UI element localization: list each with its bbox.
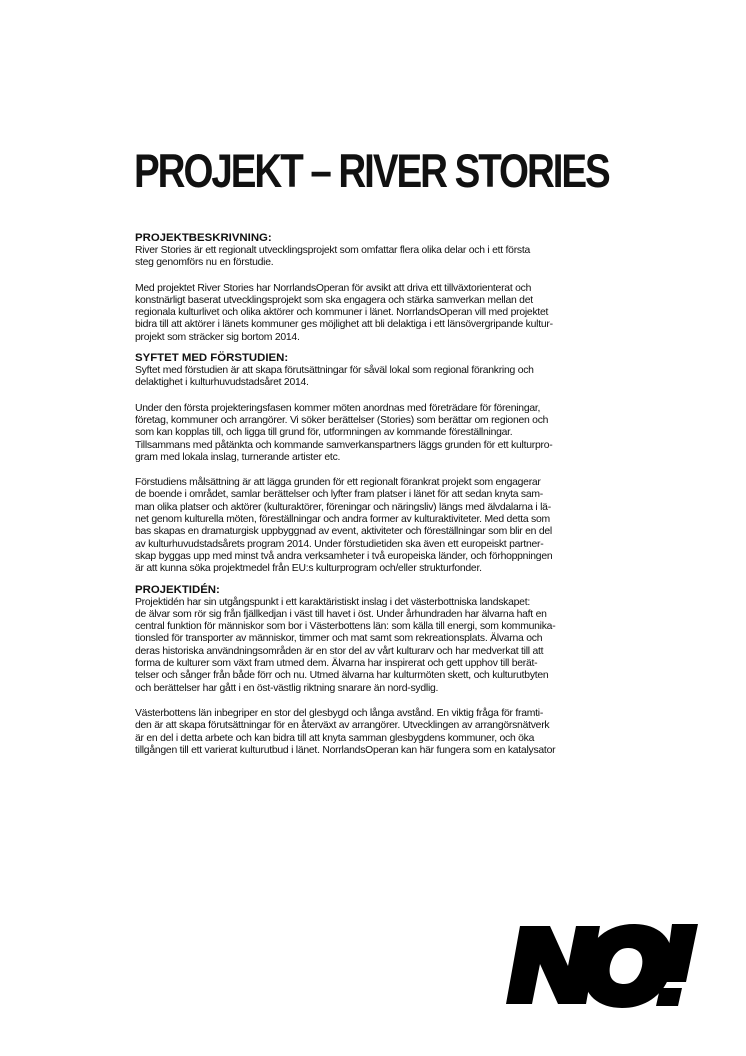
text-line: konstnärligt baserat utvecklingsprojekt som ska engagera och stärka samverkan mellan det bbox=[135, 294, 533, 306]
text-line: Västerbottens län inbegriper en stor del glesbygd och långa avstånd. En viktig fråga för framti- bbox=[135, 707, 544, 719]
text-line: är en del i detta arbete och kan bidra till att knyta samman glesbygdens kommuner, och öka bbox=[135, 732, 535, 744]
text-line: som kan kopplas till, och ligga till grund för, utformningen av kommande föreställningar. bbox=[135, 427, 513, 439]
section-projektbeskrivning bbox=[135, 232, 605, 344]
text-line: delaktighet i kulturhuvudstadsåret 2014. bbox=[135, 377, 309, 389]
logo-mark bbox=[506, 924, 698, 1008]
text-line: de boende i området, samlar berättelser och lyfter fram platser i länet för att sedan knyta sam- bbox=[135, 489, 543, 501]
paragraph bbox=[135, 708, 605, 757]
section-projektiden bbox=[135, 584, 605, 758]
document-body bbox=[135, 232, 605, 757]
text-line: Projektidén har sin utgångspunkt i ett karaktäristiskt inslag i det västerbottniska landskapet: bbox=[135, 596, 530, 608]
text-line: Tillsammans med påtänkta och kommande samverkanspartners läggs grunden för ett kulturpro- bbox=[135, 439, 553, 451]
paragraph bbox=[135, 403, 605, 464]
text-line: Syftet med förstudien är att skapa förutsättningar för såväl lokal som regional förankring och bbox=[135, 365, 534, 377]
text-line: och berättelser har gått i en öst-västlig riktning snarare än nord-sydlig. bbox=[135, 682, 439, 694]
section-heading: PROJEKTIDÉN: bbox=[135, 583, 220, 596]
paragraph bbox=[135, 597, 605, 695]
text-line: forma de kulturer som växt fram utmed dem. Älvarna har inspirerat och gett upphov till berät- bbox=[135, 658, 538, 670]
no-logo bbox=[506, 920, 698, 1010]
text-line: skap byggas upp med minst två andra verksamheter i två europeiska länder, och förhoppningen bbox=[135, 550, 553, 562]
section-syftet-med-forstudien bbox=[135, 352, 605, 575]
text-line: telser och sånger från både förr och nu. Utmed älvarna har kulturmöten skett, och kulturutbyten bbox=[135, 670, 549, 682]
text-line: central funktion för människor som bor i Västerbottens län: som källa till energi, som kommunika- bbox=[135, 621, 556, 633]
text-line: Med projektet River Stories har NorrlandsOperan för avsikt att driva ett tillväxtorienterat och bbox=[135, 282, 532, 294]
text-line: projekt som sträcker sig bortom 2014. bbox=[135, 331, 300, 343]
paragraph bbox=[135, 283, 605, 344]
text-line: tillgången till ett varierat kulturutbud i länet. NorrlandsOperan kan här fungera som en katalysator bbox=[135, 744, 556, 756]
text-line: Förstudiens målsättning är att lägga grunden för ett regionalt förankrat projekt som engagerar bbox=[135, 477, 541, 489]
text-line: bidra till att aktörer i länets kommuner ges möjlighet att bli delaktiga i ett länsövergripande kultur- bbox=[135, 319, 553, 331]
text-line: företag, kommuner och arrangörer. Vi söker berättelser (Stories) som berättar om regionen och bbox=[135, 414, 549, 426]
section-heading: SYFTET MED FÖRSTUDIEN: bbox=[135, 352, 289, 365]
text-line: de älvar som rör sig från fjällkedjan i väst till havet i öst. Under århundraden har älvarna haft en bbox=[135, 608, 547, 620]
text-line: River Stories är ett regionalt utvecklingsprojekt som omfattar flera olika delar och i ett första bbox=[135, 245, 531, 256]
text-line: är att kunna söka projektmedel från EU:s kulturprogram och/eller strukturfonder. bbox=[135, 563, 482, 575]
paragraph bbox=[135, 477, 605, 575]
text-line: net genom kulturella möten, föreställningar och andra former av kulturaktiviteter. Med detta som bbox=[135, 514, 550, 526]
text-line: bas skapas en dramaturgisk uppbyggnad av event, aktiviteter och föreställningar som blir en del bbox=[135, 526, 552, 538]
text-line: gram med lokala inslag, turnerande artister etc. bbox=[135, 451, 341, 463]
text-line: av kulturhuvudstadsårets program 2014. Under förstudietiden ska även ett europeiskt partner- bbox=[135, 538, 544, 550]
text-line: man olika platser och aktörer (kulturaktörer, föreningar och näringsliv) längs med älvdalarna i lä- bbox=[135, 501, 551, 513]
text-line: den är att skapa förutsättningar för en återväxt av arrangörer. Utvecklingen av arrangörsnätverk bbox=[135, 720, 550, 732]
text-line: tionsled för transporter av människor, timmer och mat samt som rekreationsplats. Älvarna och bbox=[135, 633, 543, 645]
paragraph bbox=[135, 365, 605, 390]
section-heading: PROJEKTBESKRIVNING: bbox=[135, 232, 272, 244]
page-title: PROJEKT – RIVER STORIES bbox=[134, 144, 609, 197]
text-line: regionala kulturlivet och olika aktörer och kommuner i länet. NorrlandsOperan vill med projektet bbox=[135, 307, 549, 319]
text-line: Under den första projekteringsfasen kommer möten anordnas med företrädare för föreningar, bbox=[135, 402, 541, 414]
text-line: deras historiska användningsområden är en stor del av vårt kulturarv och har medverkat till att bbox=[135, 645, 544, 657]
text-line: steg genomförs nu en förstudie. bbox=[135, 257, 274, 269]
paragraph bbox=[135, 245, 605, 270]
